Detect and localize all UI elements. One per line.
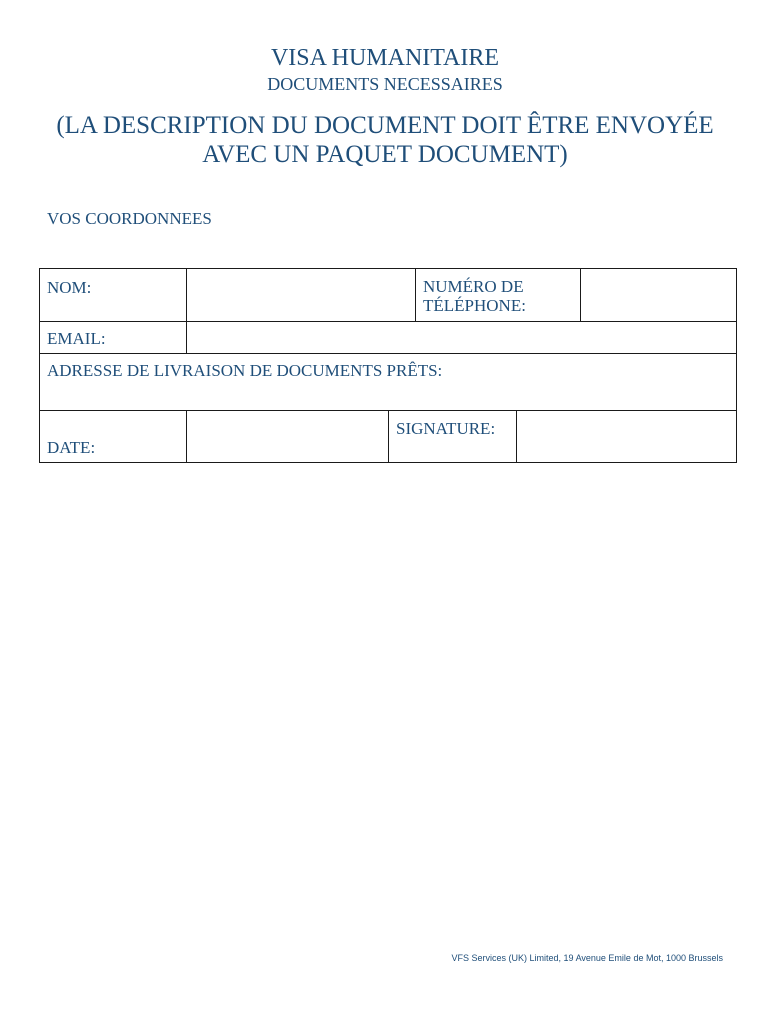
document-subtitle: DOCUMENTS NECESSAIRES (267, 74, 503, 94)
column-divider (388, 410, 389, 463)
contact-form-table (39, 268, 737, 463)
date-label: DATE: (47, 438, 96, 457)
date-field[interactable] (187, 411, 388, 463)
signature-label: SIGNATURE: (396, 419, 496, 438)
column-divider (415, 269, 416, 321)
document-title: VISA HUMANITAIRE (270, 45, 500, 71)
delivery-address-label: ADRESSE DE LIVRAISON DE DOCUMENTS PRÊTS: (47, 361, 443, 380)
phone-label-line-2: TÉLÉPHONE: (423, 296, 526, 315)
phone-label-line-1: NUMÉRO DE (423, 277, 524, 296)
email-field[interactable] (187, 322, 736, 353)
name-label: NOM: (47, 278, 92, 297)
instruction-line-1: (LA DESCRIPTION DU DOCUMENT DOIT ÊTRE ENVOYÉE (56, 112, 714, 139)
instruction-line-2: AVEC UN PAQUET DOCUMENT) (202, 141, 568, 168)
delivery-address-field[interactable] (40, 381, 736, 410)
name-field[interactable] (187, 269, 415, 321)
phone-field[interactable] (581, 269, 736, 321)
row-divider (40, 353, 736, 354)
email-label: EMAIL: (47, 329, 106, 348)
section-heading: VOS COORDONNEES (47, 209, 212, 228)
footer-address: VFS Services (UK) Limited, 19 Avenue Emile de Mot, 1000 Brussels (451, 953, 723, 963)
signature-field[interactable] (517, 411, 736, 463)
